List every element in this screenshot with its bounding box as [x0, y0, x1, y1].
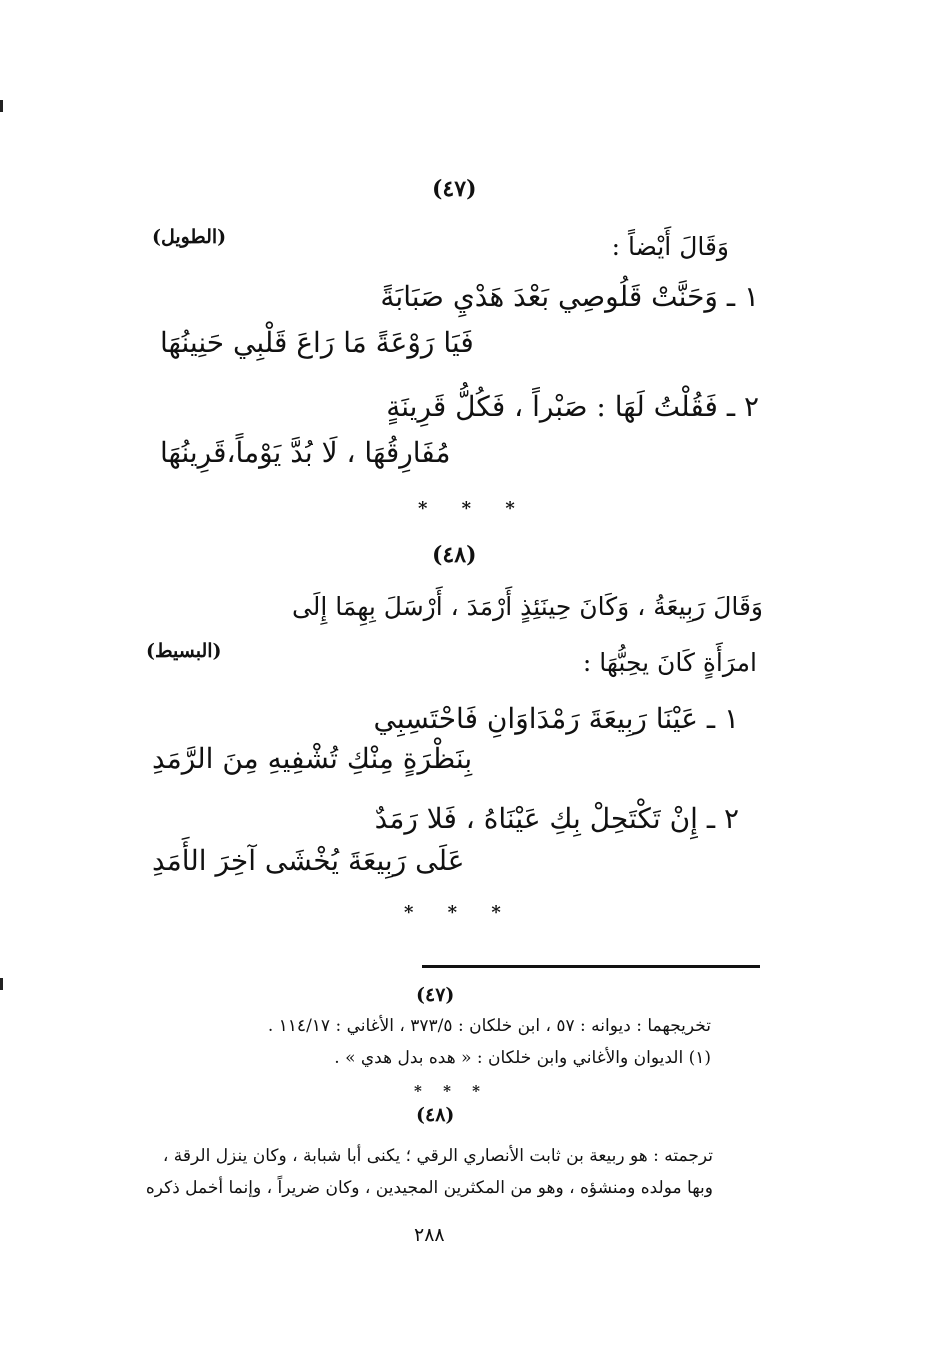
footnote-separator: * * * — [414, 1082, 488, 1100]
section-separator: * * * — [404, 902, 515, 923]
scan-edge-mark — [0, 978, 3, 990]
verse-second-hemistich: عَلَى رَبِيعَةَ يُخْشَى آخِرَ الأَمَدِ — [152, 844, 465, 877]
scan-edge-mark — [0, 100, 3, 112]
footnote-line: وبها مولده ومنشؤه ، وهو من المكثرين المجيدين ، وكان ضريراً ، وإنما أخمل ذكره — [145, 1178, 713, 1198]
poem-number: (٤٧) — [432, 176, 477, 202]
poem-intro: وَقَالَ رَبِيعَةُ ، وَكَانَ حِينَئِذٍ أَرْمَدَ ، أَرْسَلَ بِهِمَا إِلَى — [291, 592, 763, 621]
poem-intro: وَقَالَ أَيْضاً : — [611, 232, 729, 261]
verse-second-hemistich: فَيَا رَوْعَةً مَا رَاعَ قَلْبِي حَنِينُهَا — [160, 326, 474, 359]
footnote-line: (١) الديوان والأغاني وابن خلكان : « هده بدل هدي » . — [334, 1048, 711, 1068]
footnote-rule — [422, 965, 760, 968]
footnote-number: (٤٨) — [416, 1104, 455, 1126]
verse-first-hemistich: ١ ـ وَحَنَّتْ قَلُوصِي بَعْدَ هَدْيِ صَبَابَةً — [380, 280, 759, 313]
verse-first-hemistich: ٢ ـ إِنْ تَكْتَحِلْ بِكِ عَيْنَاهُ ، فَلا رَمَدٌ — [374, 802, 739, 835]
poem-intro: امرَأَةٍ كَانَ يحِبُّهَا : — [582, 648, 757, 677]
verse-second-hemistich: بِنَظْرَةٍ مِنْكِ تُشْفِيهِ مِنَ الرَّمَدِ — [152, 742, 473, 775]
page-number: ٢٨٨ — [414, 1224, 445, 1246]
footnote-line: تخريجهما : ديوانه : ٥٧ ، ابن خلكان : ٣٧٣/٥ ، الأغاني : ١١٤/١٧ . — [267, 1016, 711, 1036]
footnote-number: (٤٧) — [416, 984, 455, 1006]
meter-label: (الطويل) — [152, 226, 227, 248]
meter-label: (البسيط) — [146, 640, 222, 662]
footnote-line: ترجمته : هو ربيعة بن ثابت الأنصاري الرقي ؛ يكنى أبا شبابة ، وكان ينزل الرقة ، — [162, 1146, 713, 1166]
poem-number: (٤٨) — [432, 542, 477, 568]
verse-first-hemistich: ٢ ـ فَقُلْتُ لَهَا : صَبْراً ، فَكُلُّ قَرِينَةٍ — [386, 390, 759, 423]
section-separator: * * * — [418, 498, 529, 519]
verse-first-hemistich: ١ ـ عَيْنَا رَبِيعَةَ رَمْدَاوَانِ فَاحْتَسِبِي — [373, 702, 739, 735]
verse-second-hemistich: مُفَارِقُهَا ، لَا بُدَّ يَوْماً،قَرِينُهَا — [160, 436, 451, 469]
